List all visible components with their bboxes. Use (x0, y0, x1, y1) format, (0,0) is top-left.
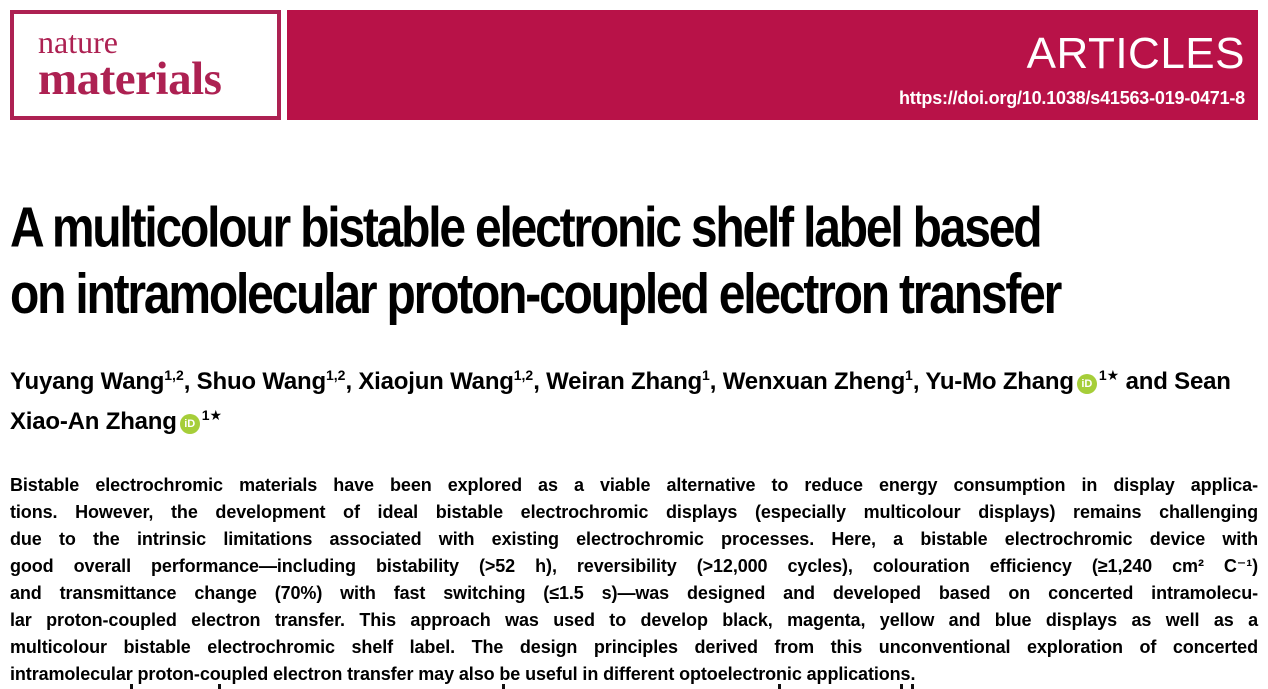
logo-word-nature: nature (38, 24, 118, 60)
article-title (10, 196, 1258, 328)
articles-banner (287, 10, 1258, 120)
author-separator: , (183, 368, 197, 395)
author-list (10, 362, 1258, 442)
author (546, 368, 723, 395)
author (197, 368, 359, 395)
abstract-line: Bistable electrochromic materials have been explored as a viable alternative to reduce energy consumption in display applica- (10, 475, 1258, 495)
author-separator: , (533, 368, 547, 395)
logo-word-materials: materials (38, 53, 222, 105)
next-line-glyph-top (502, 684, 505, 689)
author-affiliation-sup: 1,2 (325, 367, 346, 383)
next-line-glyph-top (911, 684, 914, 689)
author-name: Sean Xiao-An Zhang (10, 368, 1231, 435)
abstract-line: lar proton-coupled electron transfer. This approach was used to develop black, magenta, yellow and blue displays as well as a (10, 610, 1258, 630)
article-title-line2: on intramolecular proton-coupled electron transfer (10, 263, 1061, 326)
author-affiliation-sup: 1 (905, 367, 913, 383)
author-name: Shuo Wang (196, 368, 326, 395)
author-separator: and (1119, 368, 1175, 395)
author-affiliation-sup: 1 (702, 367, 710, 383)
orcid-icon-label: iD (184, 418, 196, 430)
abstract-line: intramolecular proton-coupled electron transfer may also be useful in different optoelectronic applications. (10, 664, 916, 684)
author (723, 368, 926, 395)
abstract-line: good overall performance—including bistability (>52 h), reversibility (>12,000 cycles), colouration efficiency (≥1,240 cm² C⁻¹) (10, 556, 1258, 576)
author-name: Yu-Mo Zhang (925, 368, 1074, 395)
author-name: Weiran Zhang (546, 368, 702, 395)
abstract-line: tions. However, the development of ideal bistable electrochromic displays (especially multicolour displays) remains challenging (10, 502, 1258, 522)
doi-link[interactable]: https://doi.org/10.1038/s41563-019-0471-8 (899, 88, 1245, 108)
next-line-glyph-top (900, 684, 903, 689)
abstract-line: due to the intrinsic limitations associated with existing electrochromic processes. Here, a bistable electrochromic device with (10, 529, 1258, 549)
orcid-icon[interactable] (180, 414, 200, 434)
author (358, 368, 546, 395)
author-affiliation-sup: 1,2 (164, 367, 184, 383)
article-title-line1: A multicolour bistable electronic shelf label based (10, 197, 1041, 260)
author-affiliation-sup: 1,2 (513, 367, 534, 383)
author-name: Yuyang Wang (10, 368, 165, 395)
orcid-icon-label: iD (1081, 378, 1093, 390)
author-name: Xiaojun Wang (358, 368, 514, 395)
author-separator: , (912, 368, 926, 395)
author-separator: , (709, 368, 723, 395)
author-name: Wenxuan Zheng (722, 368, 906, 395)
abstract (10, 472, 1258, 688)
author-affiliation-sup: 1★ (1098, 367, 1120, 383)
nature-materials-logo (10, 10, 281, 120)
author-affiliation-sup: 1★ (201, 407, 223, 423)
orcid-icon[interactable] (1077, 374, 1097, 394)
abstract-line: and transmittance change (70%) with fast switching (≤1.5 s)—was designed and developed based on concerted intramolecu- (10, 583, 1258, 603)
articles-label: ARTICLES (1026, 29, 1245, 78)
next-line-glyph-top (778, 684, 781, 689)
author (10, 368, 197, 395)
next-line-glyph-top (218, 684, 221, 689)
author-separator: , (345, 368, 359, 395)
abstract-line: multicolour bistable electrochromic shelf label. The design principles derived from this unconventional exploration of concerted (10, 637, 1258, 657)
next-line-glyph-top (130, 684, 133, 689)
masthead (10, 10, 1258, 120)
author (925, 368, 1174, 395)
